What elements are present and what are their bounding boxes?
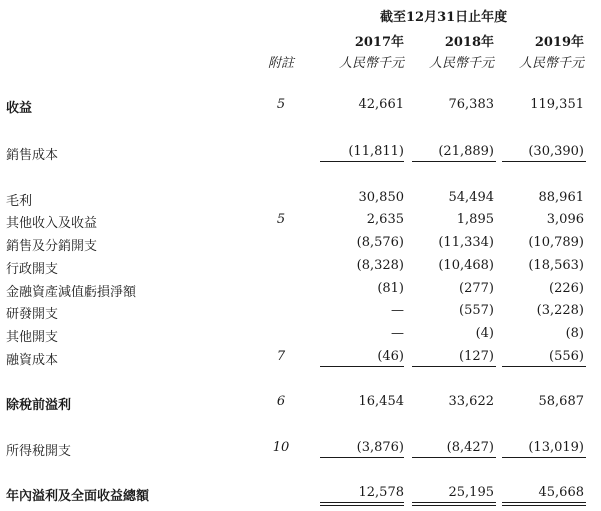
- row-label-admin-expenses: 行政開支: [6, 262, 59, 277]
- income-tax-2018: (8,427): [446, 440, 494, 455]
- rnd-expenses-2017: —: [391, 303, 404, 318]
- row-note-profit-before-tax: 6: [276, 394, 286, 409]
- unit-header-2019: 人民幣千元: [518, 56, 584, 71]
- other-income-2017: 2,635: [366, 212, 404, 227]
- row-note-revenue: 5: [276, 97, 286, 112]
- unit-header-2018: 人民幣千元: [428, 56, 494, 71]
- finance-costs-2019: (556): [549, 349, 584, 364]
- row-label-finance-costs: 融資成本: [6, 353, 59, 368]
- cost-of-sales-2017: (11,811): [348, 144, 404, 159]
- row-label-total-profit: 年內溢利及全面收益總額: [6, 489, 150, 504]
- unit-header-2017: 人民幣千元: [338, 56, 404, 71]
- other-income-2019: 3,096: [546, 212, 584, 227]
- cost-of-sales-2019: (30,390): [528, 144, 584, 159]
- finance-costs-2017: (46): [377, 349, 404, 364]
- selling-expenses-2019: (10,789): [528, 235, 584, 250]
- profit-before-tax-2017: 16,454: [358, 394, 404, 409]
- income-tax-2017: (3,876): [356, 440, 404, 455]
- row-label-other-income: 其他收入及收益: [6, 216, 98, 231]
- row-label-profit-before-tax: 除稅前溢利: [6, 398, 72, 413]
- revenue-2017: 42,661: [358, 97, 404, 112]
- other-expenses-2017: —: [391, 326, 404, 341]
- total-double-rule-2019: [502, 502, 586, 506]
- profit-before-tax-2018: 33,622: [448, 394, 494, 409]
- row-note-other-income: 5: [276, 212, 286, 227]
- finance-costs-2018: (127): [459, 349, 494, 364]
- gross-profit-2017: 30,850: [358, 190, 404, 205]
- period-header: 截至12月31日止年度: [380, 10, 508, 25]
- profit-before-tax-2019: 58,687: [538, 394, 584, 409]
- other-income-2018: 1,895: [456, 212, 494, 227]
- admin-expenses-2019: (18,563): [528, 258, 584, 273]
- revenue-2018: 76,383: [448, 97, 494, 112]
- note-column-header: 附註: [267, 56, 294, 71]
- revenue-2019: 119,351: [530, 97, 584, 112]
- rnd-expenses-2019: (3,228): [536, 303, 584, 318]
- income-tax-2019: (13,019): [528, 440, 584, 455]
- rnd-expenses-2018: (557): [459, 303, 494, 318]
- total-profit-2017: 12,578: [358, 485, 404, 500]
- other-expenses-2019: (8): [565, 326, 584, 341]
- year-header-2017: 2017年: [354, 35, 404, 50]
- year-header-2019: 2019年: [534, 35, 584, 50]
- year-header-2018: 2018年: [444, 35, 494, 50]
- total-double-rule-2018: [412, 502, 496, 506]
- impairment-2018: (277): [459, 281, 494, 296]
- row-label-gross-profit: 毛利: [6, 194, 33, 209]
- row-label-impairment: 金融資產減值虧損淨額: [6, 285, 137, 300]
- row-label-cost-of-sales: 銷售成本: [6, 148, 59, 163]
- admin-expenses-2017: (8,328): [356, 258, 404, 273]
- selling-expenses-2018: (11,334): [438, 235, 494, 250]
- row-label-income-tax: 所得稅開支: [6, 444, 72, 459]
- subtotal-rule-2017: [320, 457, 404, 458]
- gross-profit-2018: 54,494: [448, 190, 494, 205]
- subtotal-rule-2017: [320, 366, 404, 367]
- cost-of-sales-2018: (21,889): [438, 144, 494, 159]
- row-label-other-expenses: 其他開支: [6, 330, 59, 345]
- row-note-income-tax: 10: [272, 440, 290, 455]
- admin-expenses-2018: (10,468): [438, 258, 494, 273]
- impairment-2017: (81): [377, 281, 404, 296]
- subtotal-rule-2017: [320, 161, 404, 162]
- row-label-revenue: 收益: [6, 101, 33, 116]
- total-double-rule-2017: [320, 502, 404, 506]
- total-profit-2019: 45,668: [538, 485, 584, 500]
- impairment-2019: (226): [549, 281, 584, 296]
- row-label-rnd-expenses: 研發開支: [6, 307, 59, 322]
- subtotal-rule-2019: [502, 457, 586, 458]
- other-expenses-2018: (4): [475, 326, 494, 341]
- subtotal-rule-2018: [412, 161, 496, 162]
- subtotal-rule-2018: [412, 457, 496, 458]
- subtotal-rule-2019: [502, 366, 586, 367]
- subtotal-rule-2018: [412, 366, 496, 367]
- row-note-finance-costs: 7: [276, 349, 286, 364]
- row-label-selling-expenses: 銷售及分銷開支: [6, 239, 98, 254]
- subtotal-rule-2019: [502, 161, 586, 162]
- total-profit-2018: 25,195: [448, 485, 494, 500]
- selling-expenses-2017: (8,576): [356, 235, 404, 250]
- gross-profit-2019: 88,961: [538, 190, 584, 205]
